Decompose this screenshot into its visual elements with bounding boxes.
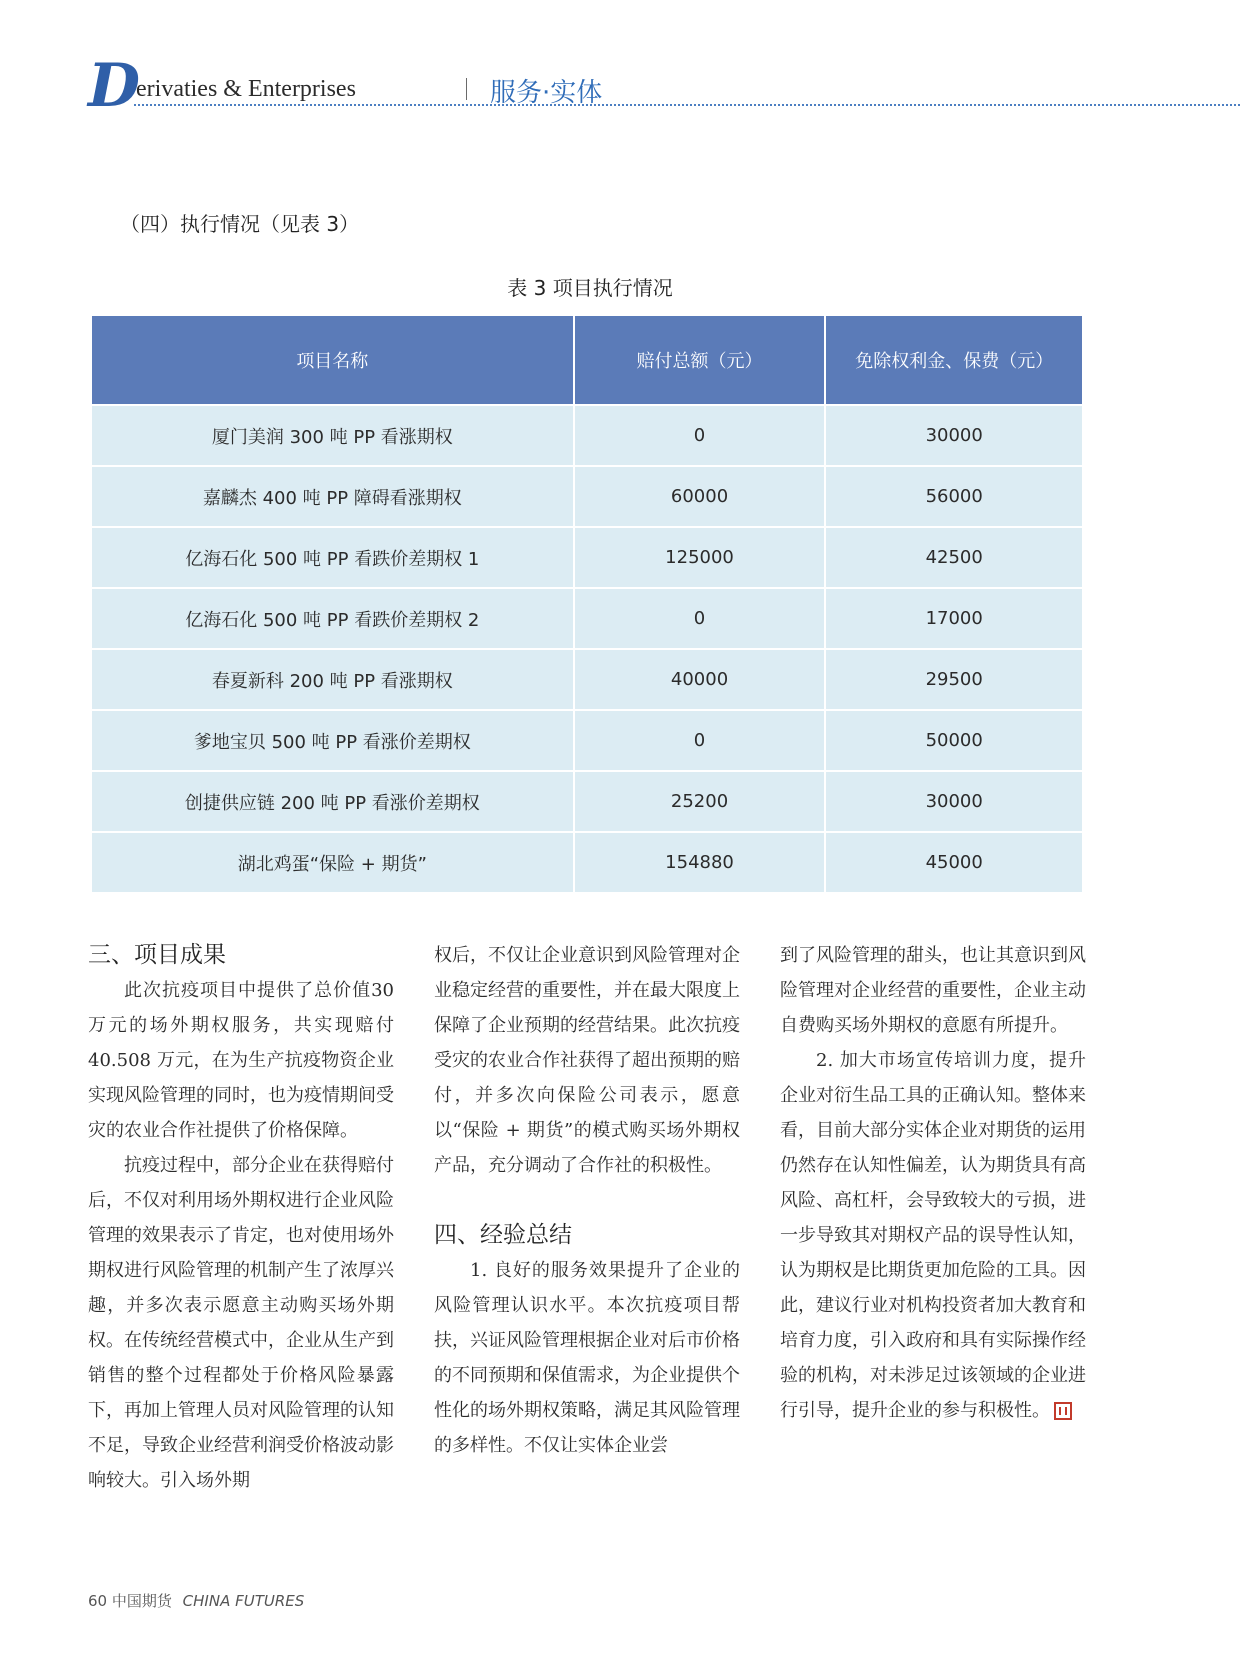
- table-cell: 30000: [825, 771, 1083, 832]
- paragraph: [780, 1043, 1086, 1428]
- table-cell: 29500: [825, 649, 1083, 710]
- text-column-3: [780, 938, 1086, 1428]
- table-cell: 45000: [825, 832, 1083, 893]
- header-divider: [466, 78, 467, 100]
- table-row: [91, 649, 1083, 710]
- table-row: [91, 832, 1083, 893]
- table-caption: 表 3 项目执行情况: [507, 276, 673, 300]
- table-row: [91, 466, 1083, 527]
- table-cell: 创捷供应链 200 吨 PP 看涨价差期权: [91, 771, 574, 832]
- paragraph-text: 2. 加大市场宣传培训力度，提升企业对衍生品工具的正确认知。整体来看，目前大部分实体企业对期货的运用仍然存在认知性偏差，认为期货具有高风险、高杠杆，会导致较大的亏损，进一步导致其对期权产品的误导性认知，认为期权是比期货更加危险的工具。因此，建议行业对机构投资者加大教育和培育力度，引入政府和具有实际操作经验的机构，对未涉足过该领域的企业进行引导，提升企业的参与积极性。: [780, 1050, 1086, 1421]
- table-cell: 50000: [825, 710, 1083, 771]
- table-cell: 厦门美润 300 吨 PP 看涨期权: [91, 405, 574, 466]
- column-header: 免除权利金、保费（元）: [825, 315, 1083, 405]
- magazine-name-english: CHINA FUTURES: [182, 1592, 305, 1610]
- table-row: [91, 405, 1083, 466]
- table-cell: 亿海石化 500 吨 PP 看跌价差期权 2: [91, 588, 574, 649]
- table-row: [91, 588, 1083, 649]
- header-dotted-rule: [134, 104, 1240, 106]
- text-column-1: [88, 938, 394, 1498]
- table-cell: 嘉麟杰 400 吨 PP 障碍看涨期权: [91, 466, 574, 527]
- column-header: 项目名称: [91, 315, 574, 405]
- magazine-name: 中国期货: [111, 1592, 172, 1610]
- paragraph: 到了风险管理的甜头，也让其意识到风险管理对企业经营的重要性，企业主动自费购买场外期权的意愿有所提升。: [780, 945, 1086, 1036]
- table-cell: 30000: [825, 405, 1083, 466]
- header-english-title: erivaties & Enterprises: [136, 76, 356, 102]
- table-cell: 0: [574, 588, 826, 649]
- header-initial: D: [88, 51, 141, 121]
- table-cell: 亿海石化 500 吨 PP 看跌价差期权 1: [91, 527, 574, 588]
- execution-table: [90, 314, 1084, 894]
- table-cell: 湖北鸡蛋“保险 + 期货”: [91, 832, 574, 893]
- paragraph: 1. 良好的服务效果提升了企业的风险管理认识水平。本次抗疫项目帮扶，兴证风险管理根据企业对后市价格的不同预期和保值需求，为企业提供个性化的场外期权策略，满足其风险管理的多样性。不仅让实体企业尝: [434, 1260, 740, 1456]
- page-footer: [88, 1590, 304, 1611]
- paragraph: 抗疫过程中，部分企业在获得赔付后，不仅对利用场外期权进行企业风险管理的效果表示了肯定，也对使用场外期权进行风险管理的机制产生了浓厚兴趣，并多次表示愿意主动购买场外期权。在传统经营模式中，企业从生产到销售的整个过程都处于价格风险暴露下，再加上管理人员对风险管理的认知不足，导致企业经营利润受价格波动影响较大。引入场外期: [88, 1155, 394, 1491]
- header-category: 服务·实体: [490, 78, 603, 108]
- table-cell: 40000: [574, 649, 826, 710]
- text-column-2: [434, 938, 740, 1463]
- page-number: 60: [88, 1592, 108, 1610]
- table-header-row: [91, 315, 1083, 405]
- table-cell: 25200: [574, 771, 826, 832]
- table-row: [91, 710, 1083, 771]
- table-cell: 125000: [574, 527, 826, 588]
- table-cell: 17000: [825, 588, 1083, 649]
- section-heading-summary: 四、经验总结: [434, 1222, 572, 1248]
- section-heading-results: 三、项目成果: [88, 942, 226, 968]
- column-header: 赔付总额（元）: [574, 315, 826, 405]
- table-cell: 春夏新科 200 吨 PP 看涨期权: [91, 649, 574, 710]
- table-cell: 爹地宝贝 500 吨 PP 看涨价差期权: [91, 710, 574, 771]
- table-cell: 154880: [574, 832, 826, 893]
- table-row: [91, 771, 1083, 832]
- paragraph: 此次抗疫项目中提供了总价值30 万元的场外期权服务，共实现赔付40.508 万元，在为生产抗疫物资企业实现风险管理的同时，也为疫情期间受灾的农业合作社提供了价格保障。: [88, 980, 394, 1141]
- table-cell: 42500: [825, 527, 1083, 588]
- table-row: [91, 527, 1083, 588]
- table-cell: 60000: [574, 466, 826, 527]
- paragraph: 权后，不仅让企业意识到风险管理对企业稳定经营的重要性，并在最大限度上保障了企业预期的经营结果。此次抗疫受灾的农业合作社获得了超出预期的赔付，并多次向保险公司表示，愿意以“保险 + 期货”的模式购买场外期权产品，充分调动了合作社的积极性。: [434, 945, 740, 1176]
- table-cell: 56000: [825, 466, 1083, 527]
- section-heading: （四）执行情况（见表 3）: [120, 212, 360, 236]
- table-cell: 0: [574, 710, 826, 771]
- end-of-article-icon: [1054, 1402, 1072, 1420]
- table-cell: 0: [574, 405, 826, 466]
